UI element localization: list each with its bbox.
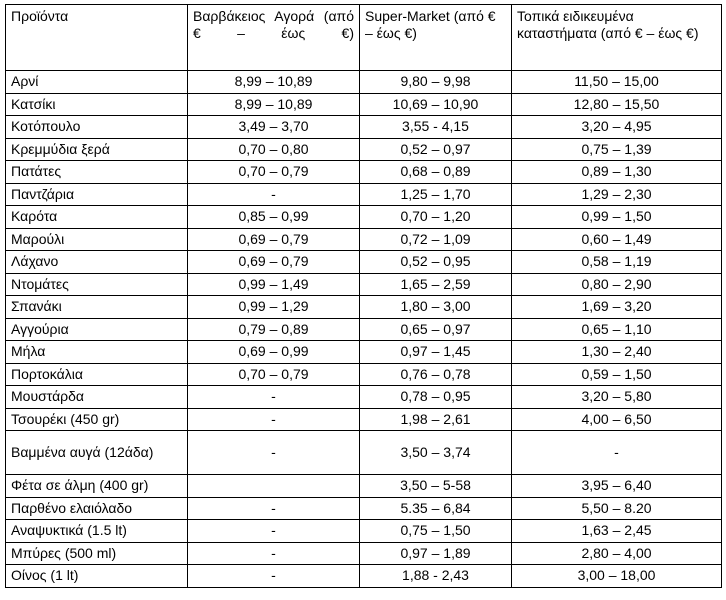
supermarket-price-cell: 1,25 – 1,70 [360,183,512,206]
product-cell: Μπύρες (500 ml) [6,542,188,565]
local-store-price-cell: 1,69 – 3,20 [512,296,722,319]
supermarket-price-cell: 0,97 – 1,45 [360,341,512,364]
varvakeios-price-cell: 0,99 – 1,29 [188,296,360,319]
varvakeios-price-cell: - [188,497,360,520]
header-products: Προϊόντα [6,5,188,71]
product-cell: Ντομάτες [6,273,188,296]
supermarket-price-cell: 1,80 – 3,00 [360,296,512,319]
local-store-price-cell: - [512,431,722,475]
product-cell: Μήλα [6,341,188,364]
local-store-price-cell: 0,89 – 1,30 [512,161,722,184]
varvakeios-price-cell [188,475,360,498]
varvakeios-price-cell: - [188,183,360,206]
table-row [6,363,722,386]
table-row [6,542,722,565]
header-local-stores: Τοπικά ειδικευμένα καταστήματα (από € – έως €) [512,5,722,71]
supermarket-price-cell: 1,88 - 2,43 [360,565,512,588]
varvakeios-price-cell: 0,70 – 0,79 [188,161,360,184]
local-store-price-cell: 0,65 – 1,10 [512,318,722,341]
supermarket-price-cell: 0,65 – 0,97 [360,318,512,341]
product-cell: Φέτα σε άλμη (400 gr) [6,475,188,498]
header-row [6,5,722,71]
supermarket-price-cell: 0,78 – 0,95 [360,386,512,409]
supermarket-price-cell: 3,50 – 3,74 [360,431,512,475]
local-store-price-cell: 0,58 – 1,19 [512,251,722,274]
table-row [6,408,722,431]
product-cell: Τσουρέκι (450 gr) [6,408,188,431]
product-cell: Πορτοκάλια [6,363,188,386]
supermarket-price-cell: 1,98 – 2,61 [360,408,512,431]
product-cell: Αρνί [6,71,188,94]
varvakeios-price-cell: 0,99 – 1,49 [188,273,360,296]
product-cell: Καρότα [6,206,188,229]
supermarket-price-cell: 0,72 – 1,09 [360,228,512,251]
table-row [6,71,722,94]
supermarket-price-cell: 0,75 – 1,50 [360,520,512,543]
table-row [6,296,722,319]
local-store-price-cell: 1,29 – 2,30 [512,183,722,206]
supermarket-price-cell: 0,70 – 1,20 [360,206,512,229]
table-row [6,116,722,139]
varvakeios-price-cell: - [188,520,360,543]
local-store-price-cell: 12,80 – 15,50 [512,93,722,116]
local-store-price-cell: 0,59 – 1,50 [512,363,722,386]
product-cell: Μουστάρδα [6,386,188,409]
varvakeios-price-cell: 0,69 – 0,99 [188,341,360,364]
varvakeios-price-cell: - [188,386,360,409]
varvakeios-price-cell: 0,69 – 0,79 [188,251,360,274]
local-store-price-cell: 4,00 – 6,50 [512,408,722,431]
product-cell: Κρεμμύδια ξερά [6,138,188,161]
local-store-price-cell: 3,95 – 6,40 [512,475,722,498]
varvakeios-price-cell: 0,70 – 0,79 [188,363,360,386]
header-supermarket: Super-Market (από € – έως €) [360,5,512,71]
table-row [6,431,722,475]
table-row [6,497,722,520]
product-cell: Λάχανο [6,251,188,274]
local-store-price-cell: 1,63 – 2,45 [512,520,722,543]
varvakeios-price-cell: - [188,408,360,431]
table-row [6,318,722,341]
supermarket-price-cell: 0,76 – 0,78 [360,363,512,386]
varvakeios-price-cell: 8,99 – 10,89 [188,71,360,94]
supermarket-price-cell: 0,52 – 0,95 [360,251,512,274]
product-cell: Κατσίκι [6,93,188,116]
product-cell: Κοτόπουλο [6,116,188,139]
table-row [6,93,722,116]
product-cell: Μαρούλι [6,228,188,251]
varvakeios-price-cell: - [188,542,360,565]
product-cell: Σπανάκι [6,296,188,319]
supermarket-price-cell: 1,65 – 2,59 [360,273,512,296]
table-row [6,386,722,409]
product-cell: Παρθένο ελαιόλαδο [6,497,188,520]
local-store-price-cell: 2,80 – 4,00 [512,542,722,565]
price-comparison-table [5,4,722,588]
local-store-price-cell: 3,20 – 5,80 [512,386,722,409]
table-row [6,273,722,296]
supermarket-price-cell: 9,80 – 9,98 [360,71,512,94]
product-cell: Παντζάρια [6,183,188,206]
local-store-price-cell: 11,50 – 15,00 [512,71,722,94]
supermarket-price-cell: 3,55 - 4,15 [360,116,512,139]
local-store-price-cell: 0,60 – 1,49 [512,228,722,251]
product-cell: Αγγούρια [6,318,188,341]
local-store-price-cell: 5,50 – 8.20 [512,497,722,520]
varvakeios-price-cell: 0,85 – 0,99 [188,206,360,229]
local-store-price-cell: 0,80 – 2,90 [512,273,722,296]
varvakeios-price-cell: 8,99 – 10,89 [188,93,360,116]
table-row [6,341,722,364]
product-cell: Βαμμένα αυγά (12άδα) [6,431,188,475]
table-row [6,183,722,206]
header-varvakeios: Βαρβάκειος Αγορά (από € – έως €) [188,5,360,71]
local-store-price-cell: 3,00 – 18,00 [512,565,722,588]
varvakeios-price-cell: - [188,565,360,588]
table-row [6,138,722,161]
supermarket-price-cell: 3,50 – 5-58 [360,475,512,498]
varvakeios-price-cell: 0,69 – 0,79 [188,228,360,251]
table-row [6,475,722,498]
varvakeios-price-cell: - [188,431,360,475]
table-row [6,161,722,184]
varvakeios-price-cell: 0,79 – 0,89 [188,318,360,341]
local-store-price-cell: 0,99 – 1,50 [512,206,722,229]
table-row [6,565,722,588]
varvakeios-price-cell: 3,49 – 3,70 [188,116,360,139]
varvakeios-price-cell: 0,70 – 0,80 [188,138,360,161]
local-store-price-cell: 1,30 – 2,40 [512,341,722,364]
product-cell: Αναψυκτικά (1.5 lt) [6,520,188,543]
product-cell: Οίνος (1 lt) [6,565,188,588]
supermarket-price-cell: 5.35 – 6,84 [360,497,512,520]
product-cell: Πατάτες [6,161,188,184]
supermarket-price-cell: 0,97 – 1,89 [360,542,512,565]
supermarket-price-cell: 0,52 – 0,97 [360,138,512,161]
supermarket-price-cell: 0,68 – 0,89 [360,161,512,184]
table-row [6,228,722,251]
table-row [6,251,722,274]
table-row [6,520,722,543]
supermarket-price-cell: 10,69 – 10,90 [360,93,512,116]
local-store-price-cell: 0,75 – 1,39 [512,138,722,161]
local-store-price-cell: 3,20 – 4,95 [512,116,722,139]
table-row [6,206,722,229]
table-body [6,71,722,588]
